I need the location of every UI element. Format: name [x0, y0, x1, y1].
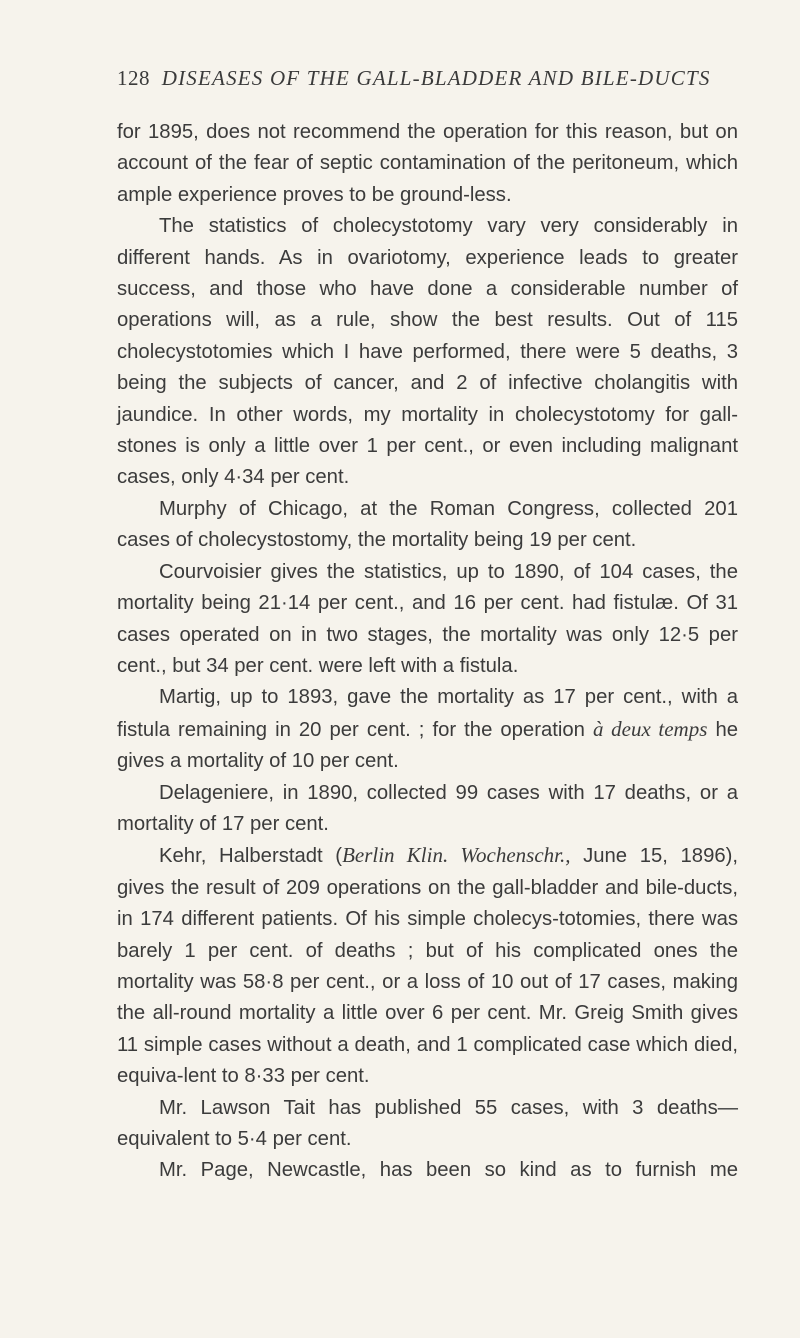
- paragraph-cholecystotomy-statistics: The statistics of cholecystotomy vary very considerably in different hands. As in ovariotomy, experience leads to greater success, and those who have done a considerable number of operations will, as a rule, show the best results. Out of 115 cholecystotomies which I have performed, there were 5 deaths, 3 being the subjects of cancer, and 2 of infective cholangitis with jaundice. In other words, my mortality in cholecystotomy for gall-stones is only a little over 1 per cent., or even including malignant cases, only 4·34 per cent.: [117, 215, 738, 489]
- body-text: [117, 117, 738, 1187]
- paragraph-martig: [117, 682, 738, 777]
- paragraph-courvoisier: Courvoisier gives the statistics, up to 1890, of 104 cases, the mortality being 21·14 per cent., and 16 per cent. had fistulæ. Of 31 cases operated on in two stages, the mortality was only 12·5 per cent., but 34 per cent. were left with a fistula.: [117, 560, 738, 677]
- running-head: [117, 66, 737, 91]
- paragraph-delageniere: Delageniere, in 1890, collected 99 cases with 17 deaths, or a mortality of 17 per cent.: [117, 781, 738, 835]
- running-title: DISEASES OF THE GALL-BLADDER AND BILE-DUCTS: [161, 66, 711, 90]
- martig-text-start: Martig, up to 1893, gave the mortality as 17 per cent., with a fistula remaining in 20 per cent. ; for the operation: [117, 686, 738, 741]
- martig-italic-phrase: à deux temps: [592, 716, 708, 741]
- page-number: 128: [117, 66, 150, 90]
- kehr-journal-citation: Berlin Klin. Wochenschr.,: [342, 843, 571, 868]
- paragraph-murphy: Murphy of Chicago, at the Roman Congress, collected 201 cases of cholecystostomy, the mortality being 19 per cent.: [117, 497, 738, 552]
- paragraph-lawson-tait: Mr. Lawson Tait has published 55 cases, with 3 deaths— equivalent to 5·4 per cent.: [117, 1096, 738, 1150]
- paragraph-page-newcastle: Mr. Page, Newcastle, has been so kind as to furnish me: [159, 1159, 738, 1182]
- kehr-text-start: Kehr, Halberstadt (: [159, 845, 343, 868]
- paragraph-continuation: for 1895, does not recommend the operation for this reason, but on account of the fear of septic contamination of the peritoneum, which ample experience proves to be ground-less.: [117, 121, 738, 206]
- paragraph-kehr: [117, 840, 738, 1092]
- kehr-text-end: June 15, 1896), gives the result of 209 operations on the gall-bladder and bile-ducts, in 174 different patients. Of his simple cholecys-totomies, there was barely 1 per cent. of deaths ; but of his complicated ones the mortality was 58·8 per cent., or a loss of 10 out of 17 cases, making the all-round mortality a little over 6 per cent. Mr. Greig Smith gives 11 simple cases without a death, and 1 complicated case which died, equiva-lent to 8·33 per cent.: [117, 845, 739, 1088]
- martig-text-end: he gives a mortality of 10 per cent.: [117, 718, 738, 773]
